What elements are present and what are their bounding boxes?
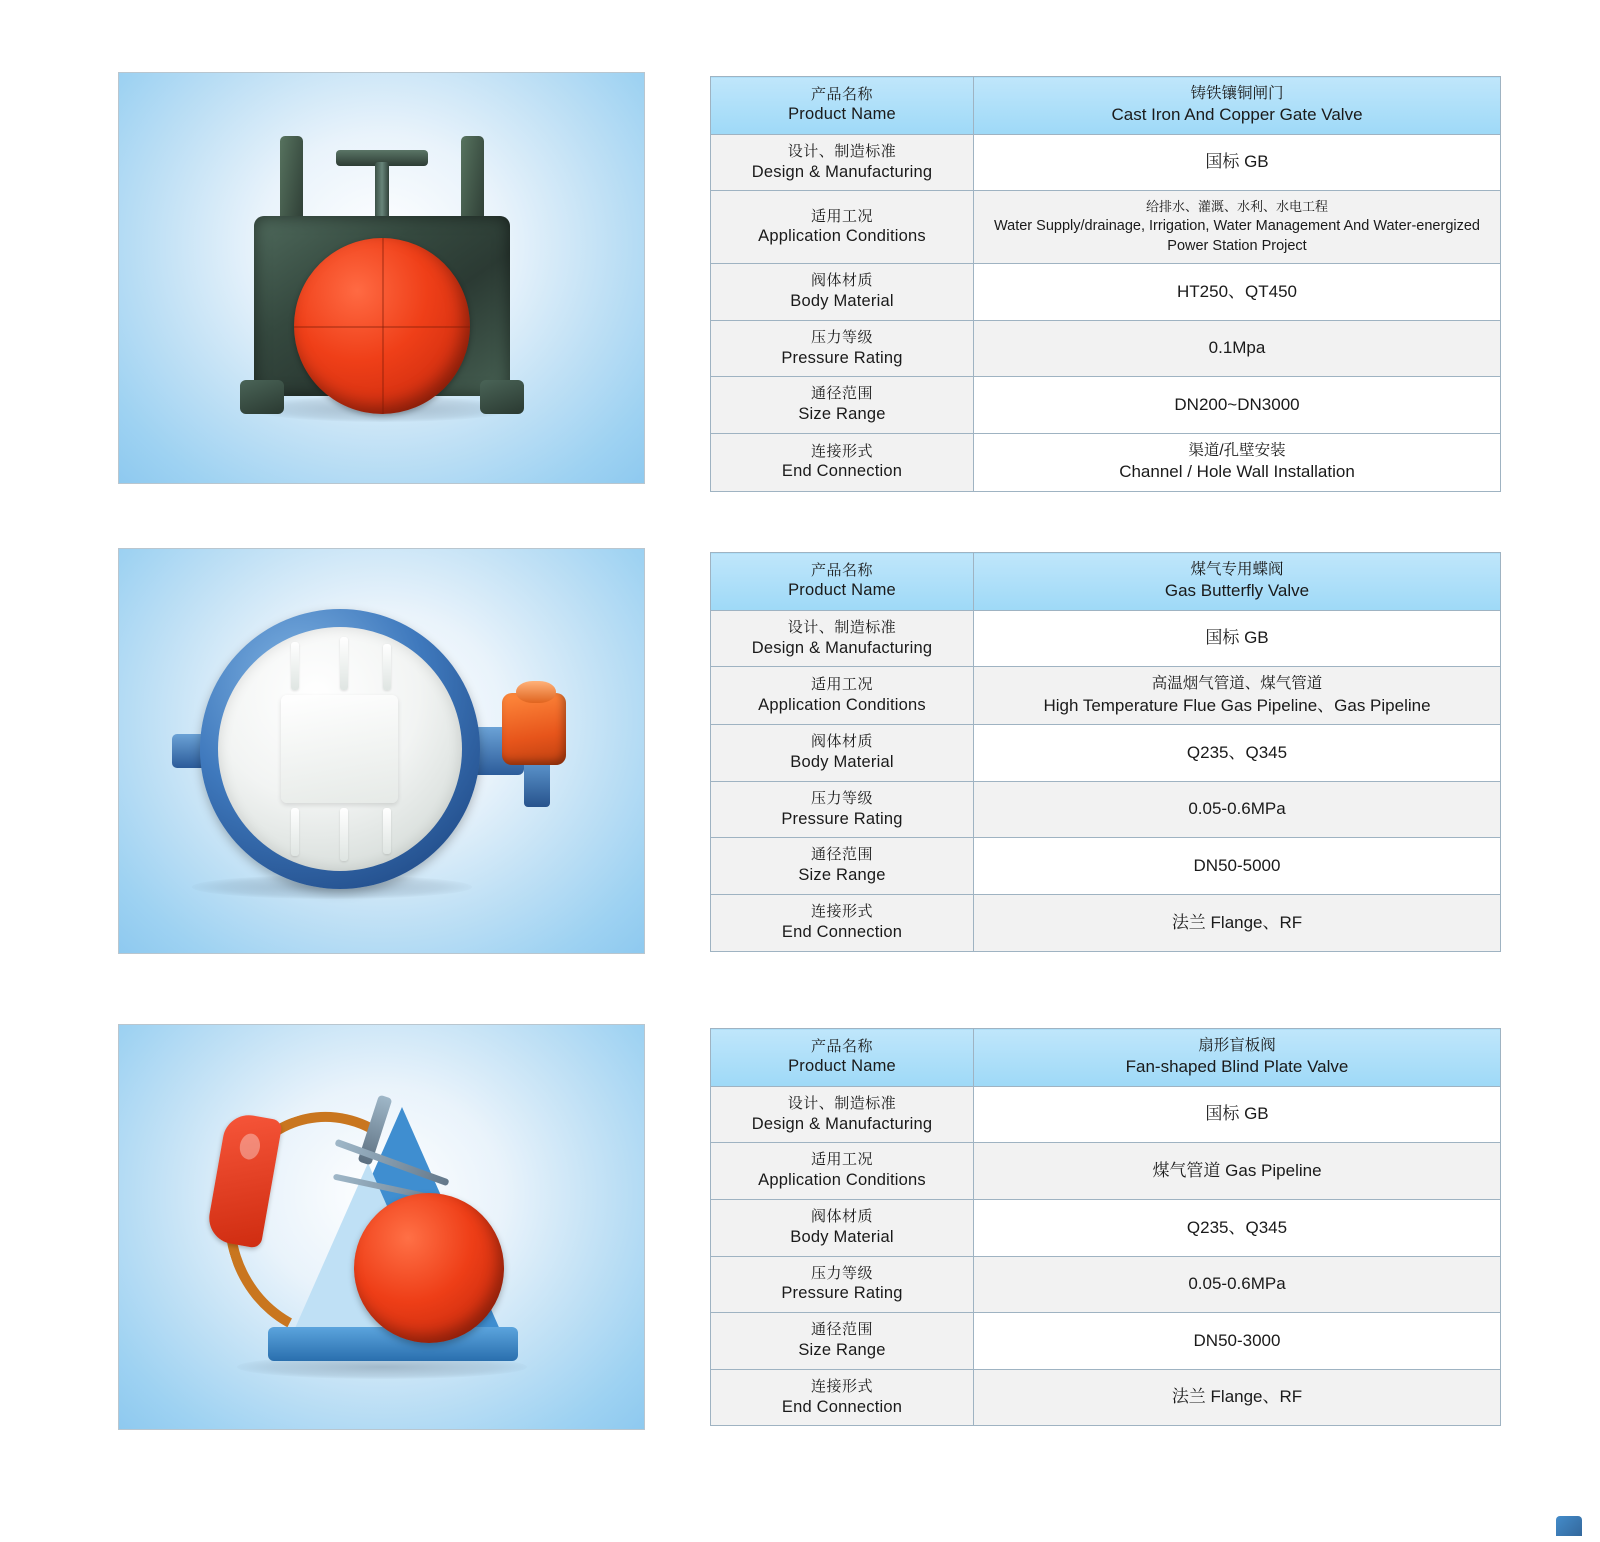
label-cn: 产品名称 <box>810 85 873 103</box>
label-cn: 通径范围 <box>810 846 873 864</box>
label-design-manufacturing <box>711 134 974 191</box>
value-cn: DN200~DN3000 <box>1174 394 1300 414</box>
label-application-conditions <box>711 1143 974 1200</box>
value-en: Channel / Hole Wall Installation <box>1119 462 1355 482</box>
label-design-manufacturing <box>711 1086 974 1143</box>
value-body-material <box>974 725 1501 782</box>
value-product-name <box>974 553 1501 611</box>
spec-table-blind-plate-valve <box>710 1028 1501 1426</box>
value-design-manufacturing <box>974 134 1501 191</box>
label-cn: 适用工况 <box>810 207 873 225</box>
label-en: Design & Manufacturing <box>751 1114 933 1133</box>
value-body-material <box>974 1200 1501 1257</box>
label-cn: 阀体材质 <box>810 272 873 290</box>
label-en: Product Name <box>788 581 896 600</box>
label-en: Size Range <box>798 1340 886 1359</box>
label-cn: 连接形式 <box>810 903 873 921</box>
value-end-connection <box>974 895 1501 952</box>
label-application-conditions <box>711 667 974 725</box>
spec-table-butterfly-valve <box>710 552 1501 952</box>
label-body-material <box>711 725 974 782</box>
value-pressure-rating <box>974 320 1501 377</box>
value-size-range <box>974 838 1501 895</box>
value-cn: 扇形盲板阀 <box>1198 1037 1276 1054</box>
value-application-conditions <box>974 1143 1501 1200</box>
label-pressure-rating <box>711 320 974 377</box>
label-end-connection <box>711 895 974 952</box>
value-cn: 煤气管道 Gas Pipeline <box>1152 1161 1322 1181</box>
label-cn: 通径范围 <box>810 385 873 403</box>
table-row <box>711 1369 1501 1426</box>
label-en: End Connection <box>781 462 903 481</box>
value-cn: 0.05-0.6MPa <box>1188 799 1286 819</box>
value-size-range <box>974 1313 1501 1370</box>
value-product-name <box>974 77 1501 135</box>
label-cn: 连接形式 <box>810 442 873 460</box>
table-row <box>711 1256 1501 1313</box>
value-cn: 铸铁镶铜闸门 <box>1190 85 1284 102</box>
label-en: Application Conditions <box>758 695 926 714</box>
product-photo-blind-plate-valve <box>118 1024 645 1430</box>
label-cn: 产品名称 <box>810 561 873 579</box>
table-row <box>711 77 1501 135</box>
label-pressure-rating <box>711 1256 974 1313</box>
label-en: Pressure Rating <box>781 1284 903 1303</box>
value-en: Water Supply/drainage, Irrigation, Water Management And Water-energized Power Station Project <box>994 217 1480 254</box>
value-cn: 法兰 Flange、RF <box>1171 912 1303 932</box>
label-en: Product Name <box>788 105 896 124</box>
label-en: Body Material <box>790 1227 894 1246</box>
label-en: Pressure Rating <box>781 809 903 828</box>
label-body-material <box>711 264 974 321</box>
label-body-material <box>711 1200 974 1257</box>
value-design-manufacturing <box>974 610 1501 667</box>
value-end-connection <box>974 433 1501 491</box>
label-cn: 适用工况 <box>810 1151 873 1169</box>
label-cn: 通径范围 <box>810 1321 873 1339</box>
value-cn: HT250、QT450 <box>1177 281 1297 301</box>
value-cn: DN50-5000 <box>1193 856 1281 876</box>
label-product-name <box>711 77 974 135</box>
label-cn: 适用工况 <box>810 676 873 694</box>
label-pressure-rating <box>711 781 974 838</box>
value-cn: 国标 GB <box>1205 1104 1269 1124</box>
value-cn: 国标 GB <box>1205 628 1269 648</box>
table-row <box>711 1143 1501 1200</box>
value-pressure-rating <box>974 1256 1501 1313</box>
product-photo-gate-valve <box>118 72 645 484</box>
value-en: Fan-shaped Blind Plate Valve <box>1125 1057 1349 1077</box>
table-row <box>711 1313 1501 1370</box>
value-cn: 0.1Mpa <box>1208 338 1266 358</box>
label-design-manufacturing <box>711 610 974 667</box>
table-row <box>711 781 1501 838</box>
value-cn: 国标 GB <box>1205 152 1269 172</box>
table-row <box>711 1086 1501 1143</box>
value-size-range <box>974 377 1501 434</box>
label-en: Design & Manufacturing <box>751 162 933 181</box>
label-end-connection <box>711 433 974 491</box>
value-cn: Q235、Q345 <box>1186 742 1288 762</box>
label-cn: 压力等级 <box>810 1264 873 1282</box>
label-cn: 设计、制造标准 <box>787 1094 897 1112</box>
page-corner-mark <box>1556 1516 1582 1536</box>
label-en: Body Material <box>790 753 894 772</box>
gate-valve-illustration <box>232 128 532 428</box>
label-cn: 产品名称 <box>810 1037 873 1055</box>
table-row <box>711 264 1501 321</box>
value-cn: 法兰 Flange、RF <box>1171 1387 1303 1407</box>
label-size-range <box>711 377 974 434</box>
value-cn: 高温烟气管道、煤气管道 <box>1151 675 1323 693</box>
product-photo-butterfly-valve <box>118 548 645 954</box>
value-en: High Temperature Flue Gas Pipeline、Gas Pipeline <box>1043 695 1431 715</box>
label-cn: 压力等级 <box>810 789 873 807</box>
table-row <box>711 134 1501 191</box>
label-cn: 设计、制造标准 <box>787 618 897 636</box>
label-en: Application Conditions <box>758 1171 926 1190</box>
table-row <box>711 610 1501 667</box>
value-application-conditions <box>974 191 1501 264</box>
value-end-connection <box>974 1369 1501 1426</box>
value-cn: 0.05-0.6MPa <box>1188 1274 1286 1294</box>
table-row <box>711 667 1501 725</box>
label-cn: 阀体材质 <box>810 733 873 751</box>
label-en: Size Range <box>798 866 886 885</box>
table-row <box>711 191 1501 264</box>
label-en: End Connection <box>781 922 903 941</box>
value-en: Cast Iron And Copper Gate Valve <box>1111 105 1363 125</box>
value-pressure-rating <box>974 781 1501 838</box>
label-en: Pressure Rating <box>781 348 903 367</box>
table-row <box>711 838 1501 895</box>
label-en: Size Range <box>798 405 886 424</box>
value-cn: DN50-3000 <box>1193 1330 1281 1350</box>
label-product-name <box>711 1029 974 1087</box>
label-cn: 阀体材质 <box>810 1208 873 1226</box>
label-product-name <box>711 553 974 611</box>
butterfly-valve-illustration <box>172 601 592 901</box>
table-row <box>711 1029 1501 1087</box>
label-en: Design & Manufacturing <box>751 638 933 657</box>
table-row <box>711 433 1501 491</box>
value-product-name <box>974 1029 1501 1087</box>
label-size-range <box>711 1313 974 1370</box>
table-row <box>711 320 1501 377</box>
label-en: Body Material <box>790 292 894 310</box>
label-cn: 连接形式 <box>810 1377 873 1395</box>
value-body-material <box>974 264 1501 321</box>
label-cn: 压力等级 <box>810 328 873 346</box>
value-cn: 煤气专用蝶阀 <box>1190 561 1284 578</box>
spec-table-gate-valve <box>710 76 1501 492</box>
table-row <box>711 725 1501 782</box>
value-application-conditions <box>974 667 1501 725</box>
blind-plate-valve-illustration <box>182 1067 582 1387</box>
label-cn: 设计、制造标准 <box>787 142 897 160</box>
label-en: End Connection <box>781 1397 903 1416</box>
label-en: Product Name <box>788 1057 896 1076</box>
table-row <box>711 553 1501 611</box>
value-design-manufacturing <box>974 1086 1501 1143</box>
table-row <box>711 895 1501 952</box>
label-size-range <box>711 838 974 895</box>
table-row <box>711 1200 1501 1257</box>
value-cn: 渠道/孔壁安装 <box>1188 441 1286 459</box>
label-end-connection <box>711 1369 974 1426</box>
value-cn: Q235、Q345 <box>1186 1217 1288 1237</box>
value-cn: 给排水、灌溉、水利、水电工程 <box>1145 199 1328 215</box>
table-row <box>711 377 1501 434</box>
label-application-conditions <box>711 191 974 264</box>
value-en: Gas Butterfly Valve <box>1164 581 1310 601</box>
label-en: Application Conditions <box>758 227 926 246</box>
